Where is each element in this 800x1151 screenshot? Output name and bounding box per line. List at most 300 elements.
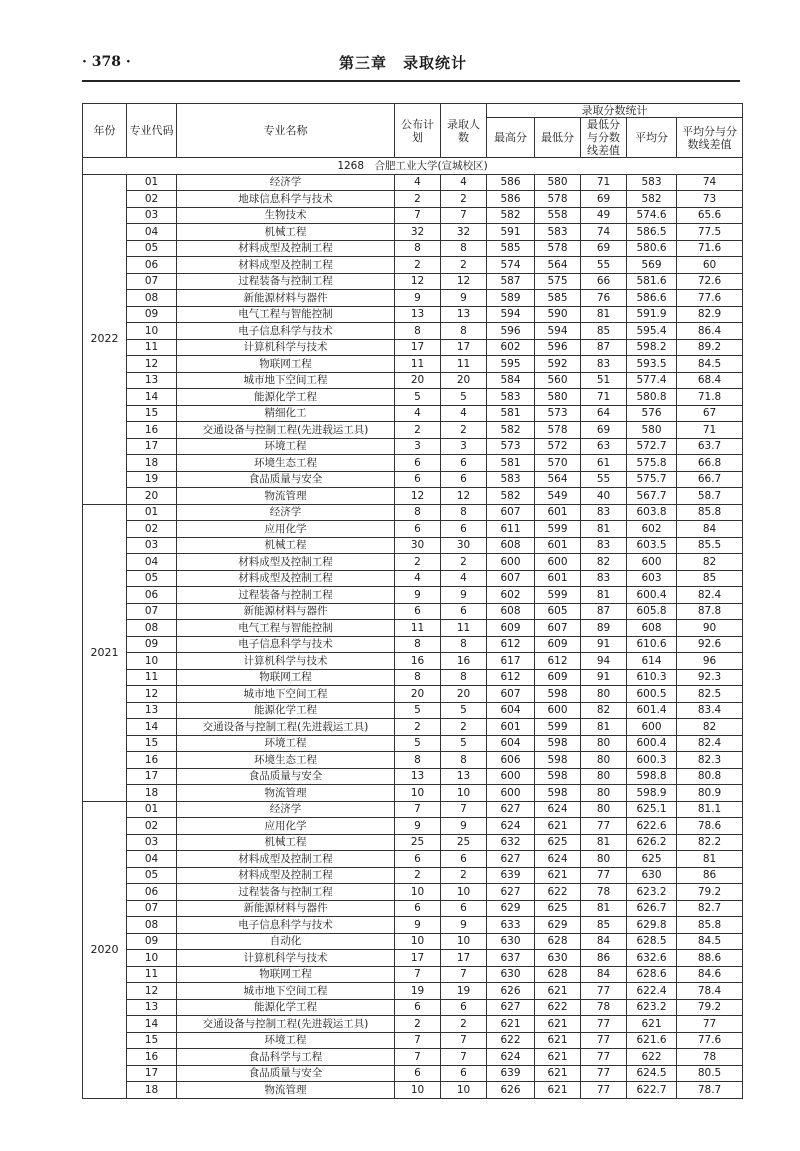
max-cell: 639 [487, 1065, 535, 1082]
table-row [83, 620, 743, 637]
avg-cell: 583 [627, 174, 677, 191]
avg-diff-cell: 84.5 [677, 933, 743, 950]
min-cell: 575 [535, 273, 581, 290]
max-cell: 600 [487, 768, 535, 785]
avg-cell: 622.4 [627, 983, 677, 1000]
min-cell: 600 [535, 554, 581, 571]
plan-cell: 11 [395, 620, 441, 637]
admitted-cell: 6 [441, 455, 487, 472]
admitted-cell: 10 [441, 933, 487, 950]
avg-diff-cell: 81 [677, 851, 743, 868]
avg-diff-cell: 71.8 [677, 389, 743, 406]
table-row [83, 240, 743, 257]
table-row [83, 323, 743, 340]
max-cell: 630 [487, 966, 535, 983]
min-diff-cell: 84 [581, 933, 627, 950]
major-cell: 物流管理 [177, 785, 395, 802]
code-cell: 02 [127, 521, 177, 538]
major-cell: 电子信息科学与技术 [177, 323, 395, 340]
header-major: 专业名称 [177, 104, 395, 158]
major-cell: 电子信息科学与技术 [177, 917, 395, 934]
admitted-cell: 8 [441, 504, 487, 521]
plan-cell: 7 [395, 966, 441, 983]
plan-cell: 25 [395, 834, 441, 851]
avg-diff-cell: 65.6 [677, 207, 743, 224]
code-cell: 08 [127, 620, 177, 637]
min-cell: 621 [535, 818, 581, 835]
plan-cell: 9 [395, 818, 441, 835]
header-max: 最高分 [487, 118, 535, 158]
year-cell: 2022 [83, 174, 127, 504]
code-cell: 05 [127, 240, 177, 257]
admitted-cell: 8 [441, 636, 487, 653]
admitted-cell: 7 [441, 966, 487, 983]
major-cell: 经济学 [177, 801, 395, 818]
school-name: 1268 合肥工业大学(宣城校区) [83, 158, 743, 175]
major-cell: 材料成型及控制工程 [177, 257, 395, 274]
plan-cell: 10 [395, 1082, 441, 1099]
admitted-cell: 4 [441, 174, 487, 191]
max-cell: 621 [487, 1016, 535, 1033]
avg-diff-cell: 73 [677, 191, 743, 208]
code-cell: 13 [127, 702, 177, 719]
avg-cell: 610.6 [627, 636, 677, 653]
avg-diff-cell: 87.8 [677, 603, 743, 620]
plan-cell: 10 [395, 785, 441, 802]
min-diff-cell: 85 [581, 917, 627, 934]
min-cell: 583 [535, 224, 581, 241]
avg-diff-cell: 82.3 [677, 752, 743, 769]
min-cell: 558 [535, 207, 581, 224]
plan-cell: 2 [395, 554, 441, 571]
major-cell: 机械工程 [177, 537, 395, 554]
min-cell: 625 [535, 900, 581, 917]
plan-cell: 9 [395, 587, 441, 604]
avg-diff-cell: 80.5 [677, 1065, 743, 1082]
min-diff-cell: 85 [581, 323, 627, 340]
avg-cell: 581.6 [627, 273, 677, 290]
avg-cell: 582 [627, 191, 677, 208]
header-avg-diff: 平均分与分数线差值 [677, 118, 743, 158]
table-row [83, 966, 743, 983]
table-row [83, 636, 743, 653]
major-cell: 能源化学工程 [177, 702, 395, 719]
avg-cell: 598.8 [627, 768, 677, 785]
max-cell: 582 [487, 488, 535, 505]
max-cell: 607 [487, 570, 535, 587]
admitted-cell: 2 [441, 191, 487, 208]
avg-diff-cell: 80.8 [677, 768, 743, 785]
major-cell: 机械工程 [177, 834, 395, 851]
plan-cell: 16 [395, 653, 441, 670]
major-cell: 材料成型及控制工程 [177, 851, 395, 868]
code-cell: 20 [127, 488, 177, 505]
table-row [83, 884, 743, 901]
major-cell: 能源化学工程 [177, 999, 395, 1016]
code-cell: 04 [127, 224, 177, 241]
max-cell: 612 [487, 669, 535, 686]
avg-cell: 598.2 [627, 339, 677, 356]
plan-cell: 12 [395, 273, 441, 290]
admitted-cell: 9 [441, 917, 487, 934]
avg-diff-cell: 78.7 [677, 1082, 743, 1099]
avg-diff-cell: 86.4 [677, 323, 743, 340]
admitted-cell: 2 [441, 1016, 487, 1033]
admitted-cell: 20 [441, 372, 487, 389]
avg-diff-cell: 60 [677, 257, 743, 274]
admission-score-table [82, 103, 743, 1099]
avg-diff-cell: 82.2 [677, 834, 743, 851]
min-cell: 601 [535, 537, 581, 554]
major-cell: 地球信息科学与技术 [177, 191, 395, 208]
avg-diff-cell: 88.6 [677, 950, 743, 967]
avg-cell: 567.7 [627, 488, 677, 505]
max-cell: 627 [487, 884, 535, 901]
code-cell: 11 [127, 966, 177, 983]
major-cell: 电气工程与智能控制 [177, 306, 395, 323]
min-diff-cell: 82 [581, 554, 627, 571]
min-cell: 578 [535, 422, 581, 439]
code-cell: 05 [127, 570, 177, 587]
min-diff-cell: 64 [581, 405, 627, 422]
table-row [83, 950, 743, 967]
min-diff-cell: 81 [581, 306, 627, 323]
plan-cell: 13 [395, 768, 441, 785]
avg-diff-cell: 82.9 [677, 306, 743, 323]
avg-diff-cell: 85.8 [677, 504, 743, 521]
avg-cell: 632.6 [627, 950, 677, 967]
admitted-cell: 8 [441, 240, 487, 257]
plan-cell: 2 [395, 257, 441, 274]
min-diff-cell: 55 [581, 471, 627, 488]
min-cell: 605 [535, 603, 581, 620]
min-cell: 609 [535, 669, 581, 686]
admitted-cell: 6 [441, 471, 487, 488]
major-cell: 经济学 [177, 504, 395, 521]
min-cell: 580 [535, 389, 581, 406]
major-cell: 环境工程 [177, 735, 395, 752]
table-row [83, 504, 743, 521]
max-cell: 629 [487, 900, 535, 917]
max-cell: 608 [487, 537, 535, 554]
major-cell: 环境生态工程 [177, 752, 395, 769]
code-cell: 12 [127, 983, 177, 1000]
admitted-cell: 8 [441, 669, 487, 686]
code-cell: 03 [127, 207, 177, 224]
table-row [83, 983, 743, 1000]
code-cell: 14 [127, 1016, 177, 1033]
plan-cell: 7 [395, 1032, 441, 1049]
major-cell: 电子信息科学与技术 [177, 636, 395, 653]
major-cell: 新能源材料与器件 [177, 900, 395, 917]
max-cell: 582 [487, 207, 535, 224]
min-diff-cell: 77 [581, 1049, 627, 1066]
max-cell: 604 [487, 702, 535, 719]
avg-cell: 628.6 [627, 966, 677, 983]
major-cell: 过程装备与控制工程 [177, 273, 395, 290]
avg-cell: 580.6 [627, 240, 677, 257]
major-cell: 经济学 [177, 174, 395, 191]
admitted-cell: 10 [441, 1082, 487, 1099]
admitted-cell: 7 [441, 207, 487, 224]
major-cell: 环境工程 [177, 1032, 395, 1049]
code-cell: 16 [127, 1049, 177, 1066]
plan-cell: 13 [395, 306, 441, 323]
min-diff-cell: 76 [581, 290, 627, 307]
avg-diff-cell: 92.3 [677, 669, 743, 686]
avg-cell: 614 [627, 653, 677, 670]
page-header [82, 50, 724, 76]
table-row [83, 471, 743, 488]
major-cell: 食品质量与安全 [177, 1065, 395, 1082]
max-cell: 573 [487, 438, 535, 455]
min-diff-cell: 80 [581, 785, 627, 802]
code-cell: 16 [127, 422, 177, 439]
avg-diff-cell: 77.6 [677, 290, 743, 307]
avg-diff-cell: 89.2 [677, 339, 743, 356]
code-cell: 01 [127, 504, 177, 521]
min-cell: 601 [535, 570, 581, 587]
table-row [83, 1065, 743, 1082]
min-diff-cell: 51 [581, 372, 627, 389]
avg-diff-cell: 92.6 [677, 636, 743, 653]
min-cell: 625 [535, 834, 581, 851]
table-row [83, 735, 743, 752]
min-diff-cell: 83 [581, 570, 627, 587]
major-cell: 城市地下空间工程 [177, 983, 395, 1000]
min-cell: 599 [535, 587, 581, 604]
admitted-cell: 2 [441, 554, 487, 571]
plan-cell: 20 [395, 686, 441, 703]
major-cell: 应用化学 [177, 818, 395, 835]
code-cell: 04 [127, 851, 177, 868]
min-diff-cell: 77 [581, 1032, 627, 1049]
plan-cell: 9 [395, 290, 441, 307]
table-row [83, 587, 743, 604]
avg-cell: 603.5 [627, 537, 677, 554]
table-row [83, 521, 743, 538]
max-cell: 617 [487, 653, 535, 670]
table-row [83, 653, 743, 670]
admitted-cell: 12 [441, 488, 487, 505]
code-cell: 01 [127, 801, 177, 818]
table-row [83, 1049, 743, 1066]
major-cell: 过程装备与控制工程 [177, 884, 395, 901]
max-cell: 639 [487, 867, 535, 884]
header-avg: 平均分 [627, 118, 677, 158]
header-rule [82, 80, 740, 82]
avg-cell: 629.8 [627, 917, 677, 934]
avg-cell: 591.9 [627, 306, 677, 323]
min-diff-cell: 78 [581, 884, 627, 901]
min-diff-cell: 55 [581, 257, 627, 274]
avg-diff-cell: 85 [677, 570, 743, 587]
major-cell: 城市地下空间工程 [177, 686, 395, 703]
avg-cell: 580 [627, 422, 677, 439]
admitted-cell: 9 [441, 290, 487, 307]
avg-cell: 600.4 [627, 587, 677, 604]
min-diff-cell: 80 [581, 686, 627, 703]
plan-cell: 6 [395, 851, 441, 868]
min-cell: 630 [535, 950, 581, 967]
table-row [83, 669, 743, 686]
code-cell: 18 [127, 455, 177, 472]
min-diff-cell: 77 [581, 983, 627, 1000]
min-diff-cell: 82 [581, 702, 627, 719]
min-diff-cell: 87 [581, 603, 627, 620]
table-body [83, 158, 743, 1099]
min-cell: 621 [535, 1049, 581, 1066]
max-cell: 582 [487, 422, 535, 439]
avg-cell: 600 [627, 554, 677, 571]
major-cell: 材料成型及控制工程 [177, 554, 395, 571]
major-cell: 计算机科学与技术 [177, 653, 395, 670]
chapter-title: 第三章 录取统计 [338, 54, 467, 72]
admitted-cell: 8 [441, 323, 487, 340]
avg-cell: 623.2 [627, 999, 677, 1016]
admitted-cell: 6 [441, 603, 487, 620]
table-row [83, 834, 743, 851]
avg-cell: 624.5 [627, 1065, 677, 1082]
avg-cell: 600.4 [627, 735, 677, 752]
min-diff-cell: 71 [581, 389, 627, 406]
table-row [83, 273, 743, 290]
max-cell: 601 [487, 719, 535, 736]
table-row [83, 339, 743, 356]
major-cell: 物联网工程 [177, 966, 395, 983]
min-cell: 624 [535, 801, 581, 818]
table-header-row [83, 104, 743, 118]
avg-diff-cell: 72.6 [677, 273, 743, 290]
admitted-cell: 11 [441, 356, 487, 373]
table-row [83, 455, 743, 472]
admitted-cell: 13 [441, 306, 487, 323]
max-cell: 632 [487, 834, 535, 851]
plan-cell: 17 [395, 339, 441, 356]
min-cell: 590 [535, 306, 581, 323]
table-row [83, 257, 743, 274]
avg-diff-cell: 90 [677, 620, 743, 637]
min-diff-cell: 81 [581, 521, 627, 538]
min-cell: 578 [535, 240, 581, 257]
major-cell: 环境生态工程 [177, 455, 395, 472]
max-cell: 627 [487, 801, 535, 818]
avg-cell: 595.4 [627, 323, 677, 340]
code-cell: 13 [127, 999, 177, 1016]
major-cell: 计算机科学与技术 [177, 950, 395, 967]
avg-cell: 625.1 [627, 801, 677, 818]
table-row [83, 290, 743, 307]
plan-cell: 10 [395, 884, 441, 901]
max-cell: 595 [487, 356, 535, 373]
code-cell: 15 [127, 405, 177, 422]
admitted-cell: 9 [441, 818, 487, 835]
table-row [83, 801, 743, 818]
min-diff-cell: 81 [581, 719, 627, 736]
max-cell: 607 [487, 686, 535, 703]
avg-diff-cell: 83.4 [677, 702, 743, 719]
major-cell: 机械工程 [177, 224, 395, 241]
major-cell: 物流管理 [177, 488, 395, 505]
admitted-cell: 6 [441, 521, 487, 538]
table-row [83, 603, 743, 620]
plan-cell: 11 [395, 356, 441, 373]
plan-cell: 4 [395, 174, 441, 191]
min-cell: 598 [535, 735, 581, 752]
plan-cell: 17 [395, 950, 441, 967]
max-cell: 583 [487, 471, 535, 488]
max-cell: 586 [487, 191, 535, 208]
plan-cell: 6 [395, 999, 441, 1016]
avg-cell: 621 [627, 1016, 677, 1033]
avg-cell: 630 [627, 867, 677, 884]
code-cell: 07 [127, 900, 177, 917]
avg-diff-cell: 96 [677, 653, 743, 670]
table-row [83, 752, 743, 769]
plan-cell: 8 [395, 323, 441, 340]
table-row [83, 405, 743, 422]
min-diff-cell: 83 [581, 537, 627, 554]
min-cell: 607 [535, 620, 581, 637]
min-diff-cell: 86 [581, 950, 627, 967]
admitted-cell: 12 [441, 273, 487, 290]
min-diff-cell: 81 [581, 900, 627, 917]
plan-cell: 2 [395, 719, 441, 736]
code-cell: 06 [127, 884, 177, 901]
avg-diff-cell: 86 [677, 867, 743, 884]
avg-diff-cell: 82.4 [677, 735, 743, 752]
admitted-cell: 4 [441, 570, 487, 587]
code-cell: 11 [127, 339, 177, 356]
code-cell: 08 [127, 290, 177, 307]
min-cell: 621 [535, 867, 581, 884]
table-row [83, 768, 743, 785]
code-cell: 06 [127, 587, 177, 604]
min-cell: 599 [535, 719, 581, 736]
code-cell: 10 [127, 950, 177, 967]
max-cell: 602 [487, 587, 535, 604]
avg-diff-cell: 84.5 [677, 356, 743, 373]
table-row [83, 191, 743, 208]
min-cell: 596 [535, 339, 581, 356]
code-cell: 15 [127, 735, 177, 752]
plan-cell: 8 [395, 636, 441, 653]
admitted-cell: 4 [441, 405, 487, 422]
min-cell: 609 [535, 636, 581, 653]
avg-diff-cell: 84.6 [677, 966, 743, 983]
admitted-cell: 6 [441, 851, 487, 868]
plan-cell: 6 [395, 455, 441, 472]
avg-cell: 586.5 [627, 224, 677, 241]
max-cell: 622 [487, 1032, 535, 1049]
table-row [83, 389, 743, 406]
min-diff-cell: 74 [581, 224, 627, 241]
avg-cell: 575.7 [627, 471, 677, 488]
admitted-cell: 2 [441, 422, 487, 439]
table-row [83, 917, 743, 934]
min-cell: 598 [535, 752, 581, 769]
avg-diff-cell: 82 [677, 719, 743, 736]
code-cell: 02 [127, 191, 177, 208]
code-cell: 04 [127, 554, 177, 571]
admitted-cell: 5 [441, 389, 487, 406]
plan-cell: 4 [395, 570, 441, 587]
min-diff-cell: 91 [581, 636, 627, 653]
max-cell: 611 [487, 521, 535, 538]
admitted-cell: 2 [441, 867, 487, 884]
min-diff-cell: 78 [581, 999, 627, 1016]
avg-diff-cell: 58.7 [677, 488, 743, 505]
